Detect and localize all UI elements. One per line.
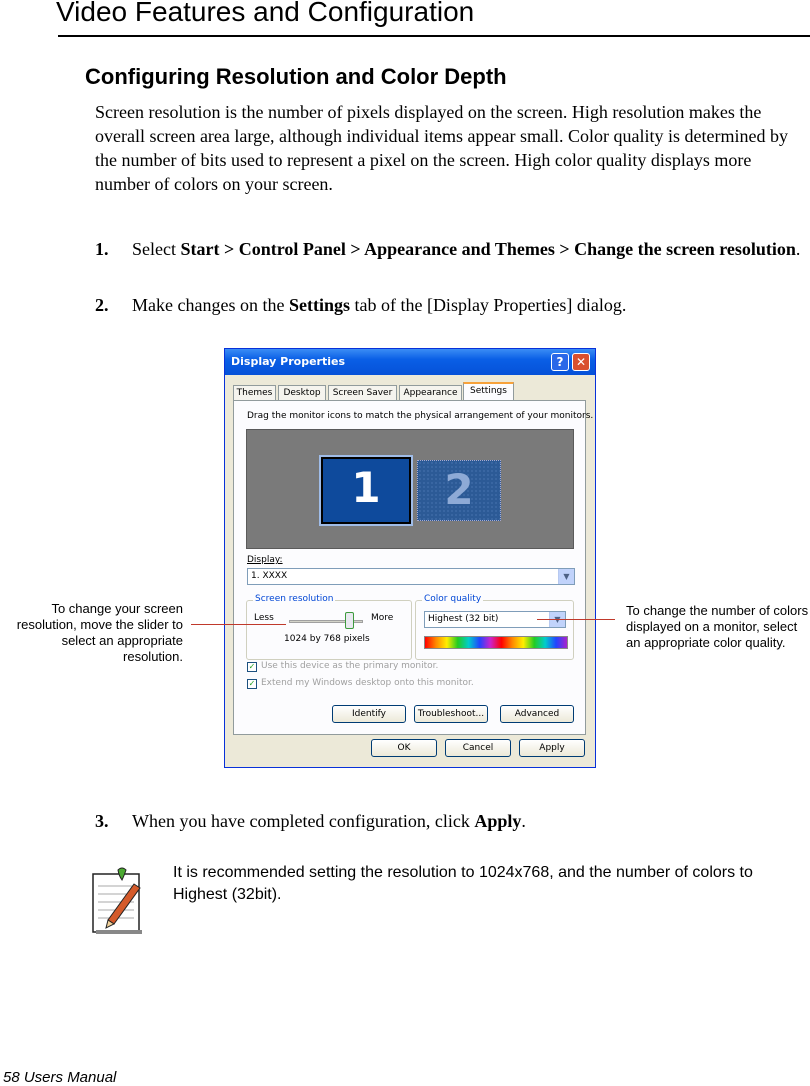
- troubleshoot-button[interactable]: Troubleshoot...: [414, 705, 488, 723]
- step-text: When you have completed configuration, click Apply.: [132, 811, 526, 831]
- display-label: Display:: [247, 555, 283, 565]
- primary-monitor-label: Use this device as the primary monitor.: [261, 661, 439, 671]
- screen-resolution-group: [246, 594, 412, 660]
- resolution-callout: To change your screen resolution, move the slider to select an appropriate resolution.: [16, 601, 183, 664]
- dialog-title: Display Properties: [231, 355, 346, 368]
- cancel-button[interactable]: Cancel: [445, 739, 511, 757]
- color-quality-callout: To change the number of colors displayed on a monitor, select an appropriate color quality.: [626, 603, 809, 650]
- tab-desktop[interactable]: Desktop: [278, 385, 326, 400]
- resolution-callout-line: [191, 624, 286, 625]
- note-text: It is recommended setting the resolution to 1024x768, and the number of colors to Highest (32bit).: [173, 864, 753, 903]
- advanced-button[interactable]: Advanced: [500, 705, 574, 723]
- dialog-titlebar: [225, 349, 595, 375]
- resolution-value: 1024 by 768 pixels: [284, 634, 370, 644]
- step-number: 1.: [95, 239, 109, 259]
- intro-paragraph: Screen resolution is the number of pixels displayed on the screen. High resolution makes the overall screen area large, although individual items appear small. Color quality is determined by the number of bits used to represent a pixel on the screen. High color quality displays more number of colors on your screen.: [95, 102, 788, 194]
- color-spectrum-bar: [424, 636, 568, 649]
- more-label: More: [371, 613, 394, 623]
- apply-button[interactable]: Apply: [519, 739, 585, 757]
- monitor-1-icon[interactable]: 1: [321, 457, 411, 524]
- extend-desktop-checkbox[interactable]: ✓: [248, 679, 256, 688]
- step-number: 2.: [95, 295, 109, 315]
- primary-monitor-checkbox[interactable]: ✓: [248, 662, 256, 671]
- page-header-title: Video Features and Configuration: [56, 0, 475, 27]
- close-button[interactable]: ✕: [572, 353, 590, 371]
- section-heading: Configuring Resolution and Color Depth: [85, 64, 507, 89]
- tab-themes[interactable]: Themes: [233, 385, 276, 400]
- resolution-slider-thumb[interactable]: [345, 612, 354, 629]
- chevron-down-icon[interactable]: ▼: [558, 569, 574, 584]
- header-rule: [58, 35, 810, 37]
- monitor-arrangement-area: [246, 429, 574, 549]
- extend-desktop-label: Extend my Windows desktop onto this monitor.: [261, 678, 474, 688]
- step-tab-name: Settings: [288, 295, 350, 315]
- page-footer: 58 Users Manual: [3, 1069, 117, 1086]
- identify-button[interactable]: Identify: [332, 705, 406, 723]
- display-select[interactable]: 1. XXXX ▼: [247, 568, 575, 585]
- note-pencil-icon: [90, 866, 144, 936]
- monitor-2-icon[interactable]: 2: [417, 460, 501, 521]
- screen-resolution-label: Screen resolution: [255, 594, 334, 604]
- step-text: Select Start > Control Panel > Appearance and Themes > Change the screen resolution.: [132, 239, 801, 259]
- display-properties-dialog: [224, 348, 596, 768]
- help-button[interactable]: ?: [551, 353, 569, 371]
- color-quality-callout-line: [537, 619, 615, 620]
- tab-settings[interactable]: Settings: [463, 382, 514, 401]
- tab-appearance[interactable]: Appearance: [399, 385, 462, 400]
- drag-instruction: Drag the monitor icons to match the physical arrangement of your monitors.: [247, 411, 594, 421]
- step-menu-path: Start > Control Panel > Appearance and Themes > Change the screen resolution: [180, 239, 796, 259]
- ok-button[interactable]: OK: [371, 739, 437, 757]
- step-button-name: Apply: [474, 811, 522, 831]
- color-quality-group: [415, 594, 574, 660]
- color-quality-label: Color quality: [424, 594, 482, 604]
- step-number: 3.: [95, 811, 109, 831]
- step-text: Make changes on the Settings tab of the [Display Properties] dialog.: [132, 295, 627, 315]
- less-label: Less: [254, 613, 274, 623]
- tab-screen-saver[interactable]: Screen Saver: [328, 385, 397, 400]
- color-quality-select[interactable]: Highest (32 bit): [424, 611, 566, 628]
